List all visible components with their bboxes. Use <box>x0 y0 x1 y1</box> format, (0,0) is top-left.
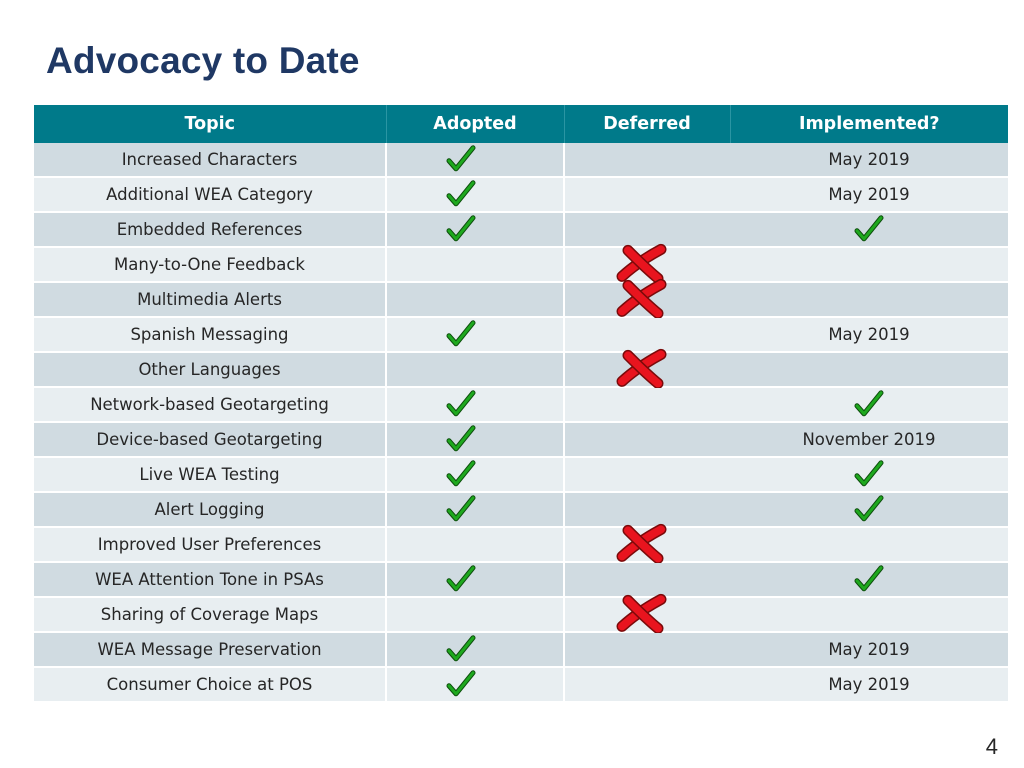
table-row <box>34 352 1008 387</box>
x-mark-icon <box>614 523 668 563</box>
slide-title: Advocacy to Date <box>46 40 360 81</box>
x-mark-icon <box>614 593 668 633</box>
adopted-cell <box>386 247 564 282</box>
topic-cell: Network-based Geotargeting <box>34 387 386 422</box>
adopted-cell <box>386 143 564 177</box>
adopted-cell <box>386 352 564 387</box>
table-row <box>34 492 1008 527</box>
topic-cell: Additional WEA Category <box>34 177 386 212</box>
table-row <box>34 212 1008 247</box>
topic-cell: Sharing of Coverage Maps <box>34 597 386 632</box>
implemented-cell: November 2019 <box>730 422 1008 457</box>
topic-cell: Device-based Geotargeting <box>34 422 386 457</box>
header-deferred: Deferred <box>564 105 730 143</box>
implemented-cell <box>730 352 1008 387</box>
checkmark-icon <box>854 458 884 488</box>
checkmark-icon <box>854 563 884 593</box>
deferred-cell <box>564 492 730 527</box>
adopted-cell <box>386 177 564 212</box>
implemented-cell <box>730 212 1008 247</box>
implemented-cell <box>730 247 1008 282</box>
adopted-cell <box>386 422 564 457</box>
header-topic: Topic <box>34 105 386 143</box>
checkmark-icon <box>446 178 476 208</box>
implemented-cell <box>730 457 1008 492</box>
topic-cell: Many-to-One Feedback <box>34 247 386 282</box>
checkmark-icon <box>446 563 476 593</box>
adopted-cell <box>386 457 564 492</box>
table-row <box>34 143 1008 177</box>
implemented-cell: May 2019 <box>730 143 1008 177</box>
table-row <box>34 597 1008 632</box>
x-mark-icon <box>614 278 668 318</box>
checkmark-icon <box>446 458 476 488</box>
table-row <box>34 457 1008 492</box>
implemented-cell <box>730 562 1008 597</box>
deferred-cell <box>564 527 730 562</box>
deferred-cell <box>564 632 730 667</box>
adopted-cell <box>386 597 564 632</box>
deferred-cell <box>564 667 730 702</box>
table-row <box>34 562 1008 597</box>
checkmark-icon <box>446 318 476 348</box>
table-row <box>34 247 1008 282</box>
checkmark-icon <box>446 493 476 523</box>
header-implemented: Implemented? <box>730 105 1008 143</box>
implemented-cell <box>730 387 1008 422</box>
table-row <box>34 177 1008 212</box>
implemented-cell: May 2019 <box>730 177 1008 212</box>
deferred-cell <box>564 562 730 597</box>
implemented-cell: May 2019 <box>730 667 1008 702</box>
adopted-cell <box>386 492 564 527</box>
topic-cell: WEA Message Preservation <box>34 632 386 667</box>
x-mark-icon <box>614 243 668 283</box>
table-body <box>34 143 1008 702</box>
table-row <box>34 282 1008 317</box>
table-row <box>34 387 1008 422</box>
table-row <box>34 317 1008 352</box>
checkmark-icon <box>854 388 884 418</box>
implemented-cell <box>730 282 1008 317</box>
checkmark-icon <box>446 668 476 698</box>
implemented-cell <box>730 597 1008 632</box>
checkmark-icon <box>854 213 884 243</box>
x-mark-icon <box>614 348 668 388</box>
table-row <box>34 527 1008 562</box>
adopted-cell <box>386 282 564 317</box>
adopted-cell <box>386 527 564 562</box>
adopted-cell <box>386 317 564 352</box>
topic-cell: Spanish Messaging <box>34 317 386 352</box>
topic-cell: Improved User Preferences <box>34 527 386 562</box>
checkmark-icon <box>446 388 476 418</box>
advocacy-table <box>34 105 1008 703</box>
checkmark-icon <box>446 213 476 243</box>
table-row <box>34 667 1008 702</box>
checkmark-icon <box>854 493 884 523</box>
topic-cell: WEA Attention Tone in PSAs <box>34 562 386 597</box>
topic-cell: Consumer Choice at POS <box>34 667 386 702</box>
deferred-cell <box>564 282 730 317</box>
topic-cell: Multimedia Alerts <box>34 282 386 317</box>
topic-cell: Alert Logging <box>34 492 386 527</box>
deferred-cell <box>564 597 730 632</box>
table-header-row <box>34 105 1008 143</box>
table-row <box>34 632 1008 667</box>
topic-cell: Live WEA Testing <box>34 457 386 492</box>
adopted-cell <box>386 387 564 422</box>
deferred-cell <box>564 457 730 492</box>
deferred-cell <box>564 177 730 212</box>
adopted-cell <box>386 212 564 247</box>
checkmark-icon <box>446 143 476 173</box>
deferred-cell <box>564 317 730 352</box>
deferred-cell <box>564 247 730 282</box>
header-adopted: Adopted <box>386 105 564 143</box>
deferred-cell <box>564 212 730 247</box>
deferred-cell <box>564 143 730 177</box>
adopted-cell <box>386 667 564 702</box>
table-row <box>34 422 1008 457</box>
topic-cell: Other Languages <box>34 352 386 387</box>
checkmark-icon <box>446 423 476 453</box>
adopted-cell <box>386 632 564 667</box>
deferred-cell <box>564 422 730 457</box>
implemented-cell: May 2019 <box>730 632 1008 667</box>
deferred-cell <box>564 387 730 422</box>
checkmark-icon <box>446 633 476 663</box>
deferred-cell <box>564 352 730 387</box>
topic-cell: Embedded References <box>34 212 386 247</box>
slide-number: 4 <box>985 734 998 759</box>
implemented-cell <box>730 492 1008 527</box>
implemented-cell <box>730 527 1008 562</box>
adopted-cell <box>386 562 564 597</box>
topic-cell: Increased Characters <box>34 143 386 177</box>
implemented-cell: May 2019 <box>730 317 1008 352</box>
